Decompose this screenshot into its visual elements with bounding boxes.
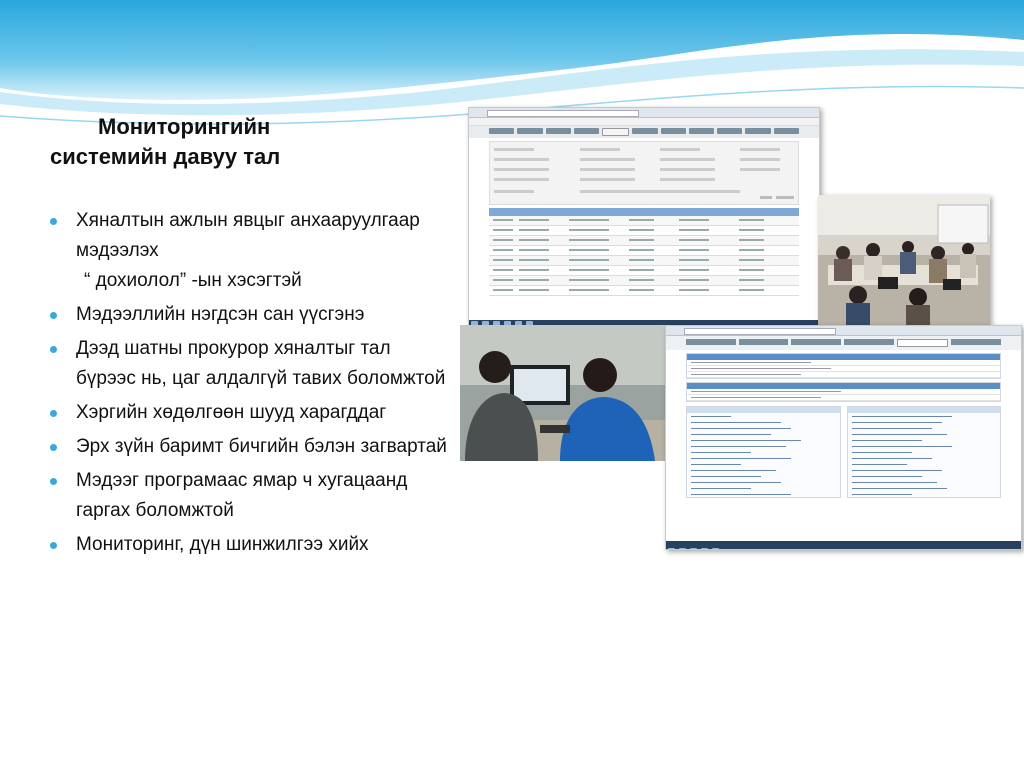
- bullet-text: Мэдээг програмаас ямар ч хугацаанд гаргах боломжтой: [76, 470, 408, 521]
- browser-chrome: [666, 326, 1021, 336]
- bullet-subtext: “ дохиолол” -ын хэсэгтэй: [84, 270, 302, 291]
- bullet-text: Дээд шатны прокурор хяналтыг тал бүрээс нь, цаг алдалгүй тавих боломжтой: [76, 338, 446, 389]
- bullet-item: [48, 530, 448, 560]
- bullet-item: [48, 398, 448, 428]
- bullet-text: Мэдээллийн нэгдсэн сан үүсгэнэ: [76, 304, 365, 325]
- document-template-columns: [686, 406, 1001, 498]
- app-header-bar: [469, 118, 819, 126]
- search-form-panel: [489, 141, 799, 205]
- classroom-training-photo: [818, 195, 990, 325]
- bullet-text: Мониторинг, дүн шинжилгээ хийх: [76, 534, 369, 555]
- system-screenshot-detail: [665, 325, 1022, 550]
- app-tab-strip: [666, 336, 1021, 350]
- app-tab-strip: [469, 126, 819, 138]
- office-users-photo: [460, 325, 665, 461]
- bullet-item: [48, 334, 448, 394]
- bullet-item: [48, 300, 448, 330]
- results-grid-header: [489, 208, 799, 216]
- bullet-list: [48, 206, 448, 564]
- bullet-item: [48, 466, 448, 526]
- os-taskbar: [666, 541, 1021, 549]
- bullet-item: [48, 432, 448, 462]
- title-line-2: системийн давуу тал: [50, 144, 281, 169]
- case-summary-section: [686, 353, 1001, 379]
- bullet-text: Эрх зүйн баримт бичгийн бэлэн загвартай: [76, 436, 447, 457]
- title-line-1: Мониторингийн: [98, 114, 271, 139]
- case-history-section: [686, 382, 1001, 402]
- browser-chrome: [469, 108, 819, 118]
- bullet-text: Хяналтын ажлын явцыг анхааруулгаар мэдээлэх: [76, 210, 420, 261]
- results-grid: [489, 216, 799, 296]
- bullet-text: Хэргийн хөдөлгөөн шууд харагддаг: [76, 402, 387, 423]
- slide-title: [50, 112, 350, 172]
- system-screenshot-list: [468, 107, 820, 329]
- bullet-item: [48, 206, 448, 296]
